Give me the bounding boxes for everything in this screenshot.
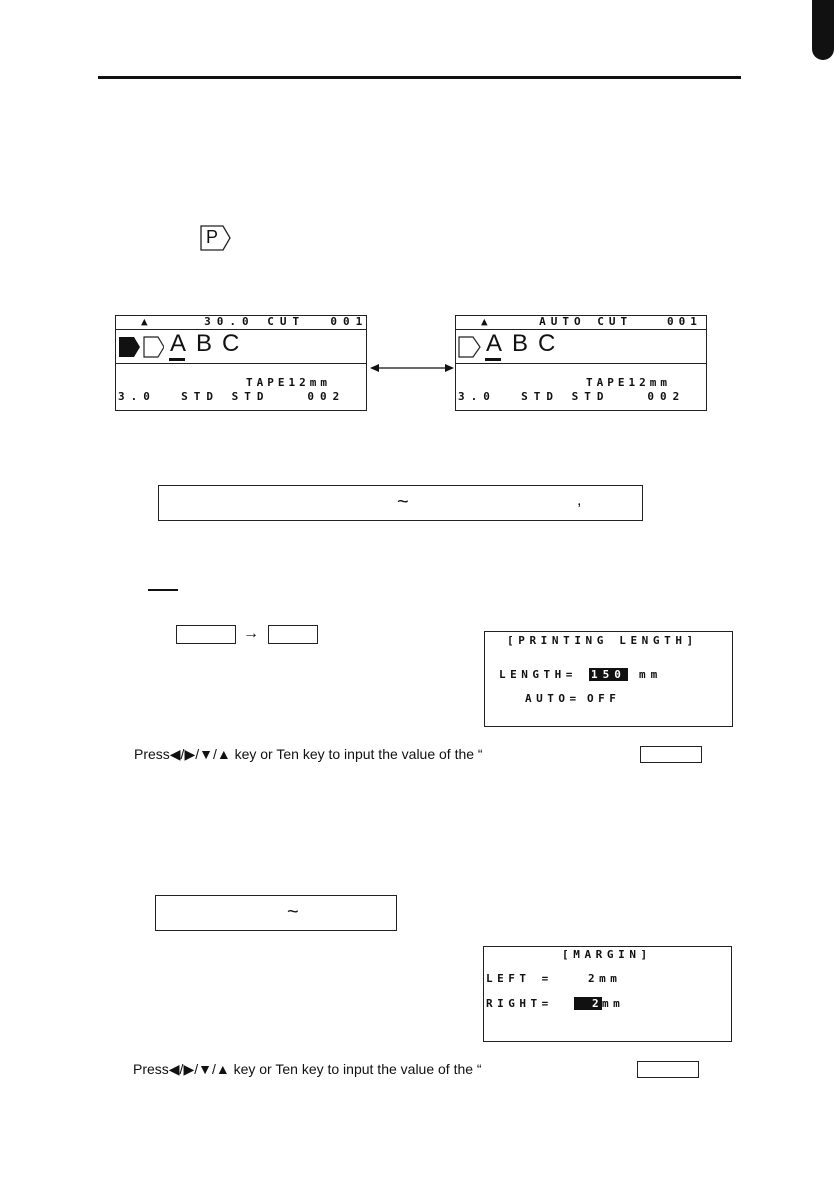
right-margin-unit: mm [602, 997, 625, 1010]
p-key-icon [200, 225, 232, 256]
dash-rule [148, 589, 178, 591]
key-box-3 [640, 746, 702, 763]
range-tilde: ~ [287, 901, 299, 923]
lcd-tape-width: TAPE12mm [246, 376, 331, 389]
right-margin-value-field: 2 [574, 997, 602, 1010]
printing-length-screen [484, 631, 733, 727]
lcd-cursor [169, 358, 185, 361]
lcd-display-right [455, 315, 707, 411]
lcd-cursor [485, 358, 501, 361]
range-box [158, 485, 643, 521]
range-tilde: ~ [397, 491, 409, 513]
block-marker-icon [118, 336, 164, 363]
lcd-bottom-line: 3.0 STD STD 002 [458, 390, 686, 403]
lcd-text: ABC [170, 330, 250, 357]
lcd-divider [116, 363, 366, 364]
left-margin-label: LEFT = [486, 972, 553, 985]
lcd-text: ABC [486, 330, 566, 357]
screen-title: [MARGIN] [562, 948, 652, 961]
lcd-divider [456, 363, 706, 364]
p-key-label: P [206, 227, 219, 247]
left-margin-value: 2mm [588, 972, 622, 985]
length-value-field: 150 [591, 668, 626, 681]
instruction-text: Press◀/▶/▼/▲ key or Ten key to input the value of the “ [134, 746, 483, 762]
range-box [155, 895, 397, 931]
lcd-display-left [115, 315, 367, 411]
page-edge-tab [812, 0, 834, 60]
instruction-text: Press◀/▶/▼/▲ key or Ten key to input the value of the “ [133, 1061, 482, 1077]
auto-label: AUTO= [525, 692, 581, 705]
margin-screen [483, 946, 732, 1042]
key-box-2 [268, 625, 318, 644]
right-margin-label: RIGHT= [486, 997, 553, 1010]
block-marker-icon [458, 336, 482, 363]
lcd-bottom-line: 3.0 STD STD 002 [118, 390, 346, 403]
key-box-4 [637, 1061, 699, 1078]
toggle-arrow-icon [370, 361, 454, 379]
auto-value: OFF [587, 692, 621, 705]
lcd-tape-width: TAPE12mm [586, 376, 671, 389]
arrow-symbol: → [243, 625, 259, 642]
screen-title: [PRINTING LENGTH] [507, 634, 698, 647]
range-comma: , [577, 492, 582, 509]
lcd-status-line: ▲ 30.0 CUT 001 [141, 315, 369, 328]
length-label: LENGTH= [499, 668, 577, 681]
key-box-1 [176, 625, 236, 644]
length-unit: mm [639, 668, 663, 681]
lcd-status-line: ▲ AUTO CUT 001 [481, 315, 702, 328]
header-rule [98, 76, 741, 79]
